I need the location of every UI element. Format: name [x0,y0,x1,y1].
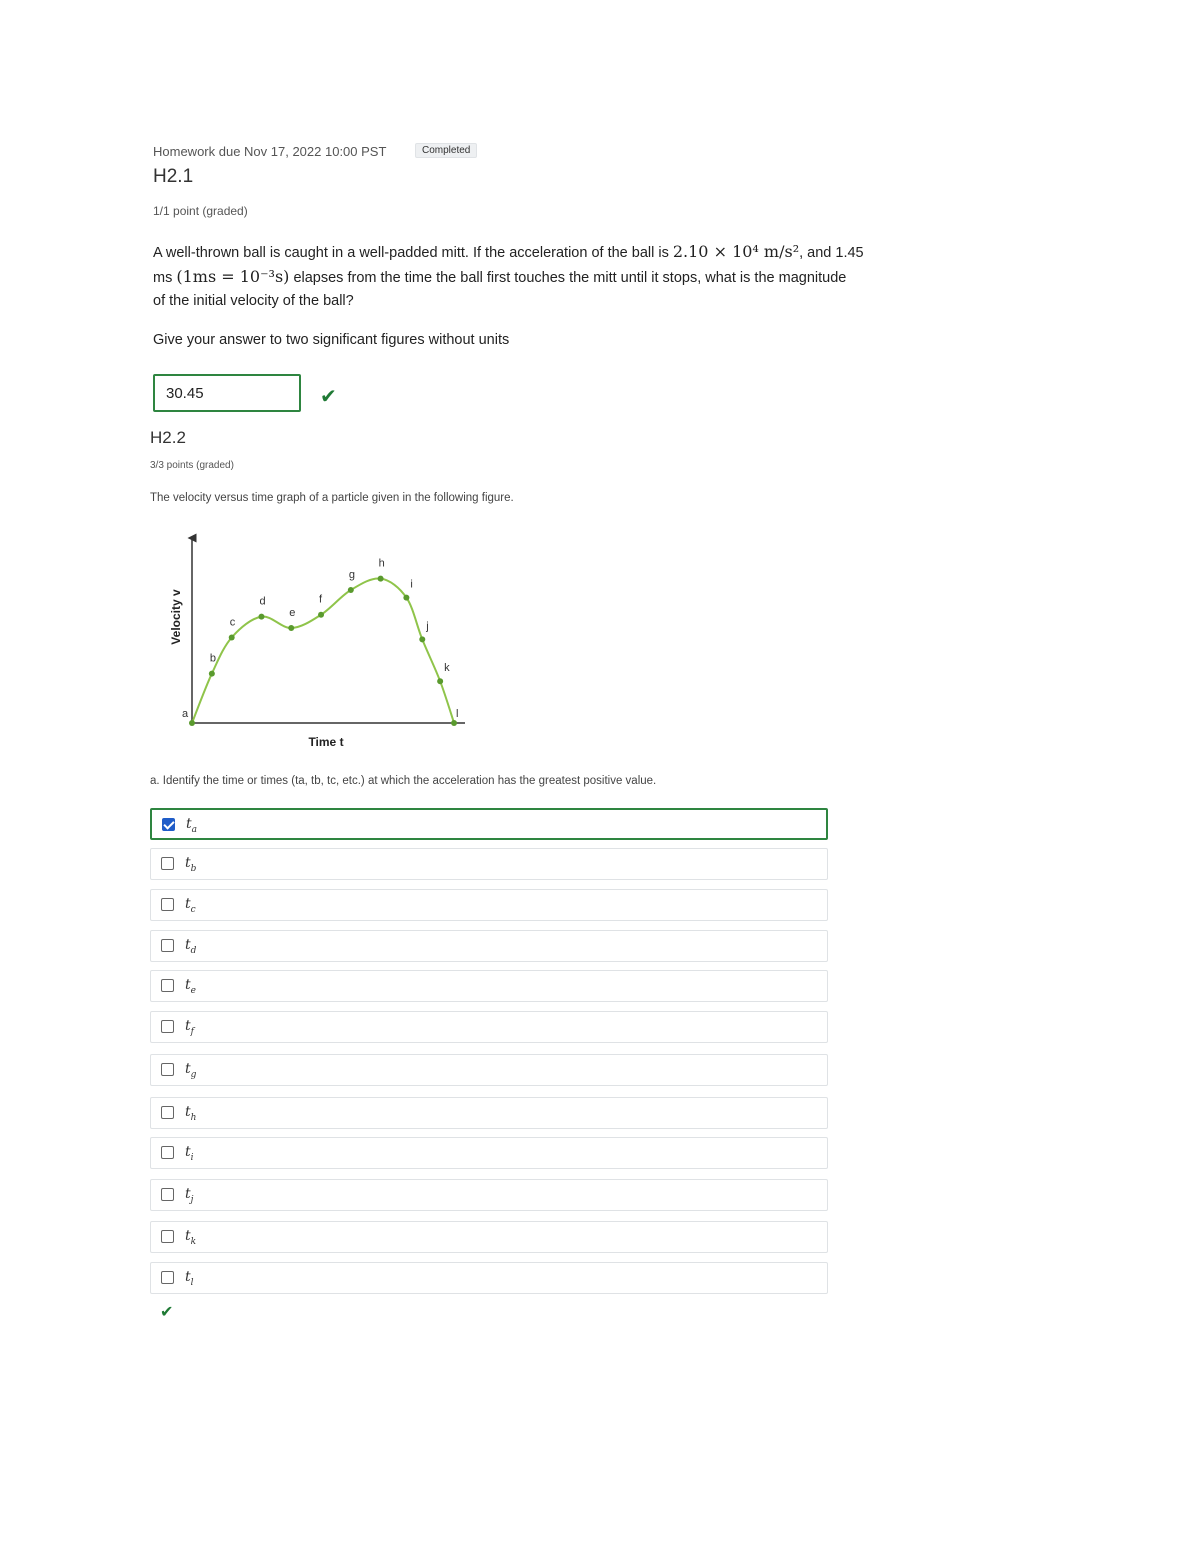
option-label-subscript: b [190,863,197,874]
answer-input[interactable]: 30.45 [153,374,301,412]
data-point-c [229,635,235,641]
point-label-e: e [289,607,296,619]
option-row[interactable] [150,1097,828,1129]
data-point-d [258,614,264,620]
option-label-base: t [185,1104,191,1120]
velocity-time-graph [160,530,480,760]
option-label-subscript: k [190,1236,197,1247]
option-row[interactable] [150,930,828,962]
data-point-f [318,612,324,618]
point-label-c: c [229,616,236,629]
option-label-base: t [185,1061,191,1077]
option-label-base: t [185,1186,191,1202]
data-point-i [403,595,409,601]
checkbox[interactable] [161,1020,174,1033]
option-label [186,816,197,835]
prompt-text: of the initial velocity of the ball? [153,293,354,309]
point-label-j: j [426,620,429,633]
option-label [185,896,196,915]
option-label [185,1144,194,1163]
point-label-d: d [259,595,266,608]
option-label-base: t [185,855,191,871]
data-point-a [189,720,195,726]
question-a: a. Identify the time or times (ta, tb, tc, etc.) at which the acceleration has the greatest positive value. [150,775,657,787]
option-label-subscript: j [190,1194,194,1205]
option-row[interactable] [150,1011,828,1043]
due-date: Homework due Nov 17, 2022 10:00 PST [153,144,387,159]
option-label [185,1018,194,1037]
option-row[interactable] [150,970,828,1002]
point-label-a: a [182,708,189,720]
checkbox[interactable] [161,1146,174,1159]
problem-points: 3/3 points (graded) [150,460,234,471]
option-label-subscript: l [190,1277,194,1288]
option-label [185,1061,196,1080]
option-label-subscript: e [190,985,196,996]
prompt-text: elapses from the time the ball first touches the mitt until it stops, what is the magnitude [289,270,847,286]
prompt-text: ms [153,270,177,286]
velocity-curve [192,578,454,723]
prompt-text: A well-thrown ball is caught in a well-padded mitt. If the acceleration of the ball is [153,245,673,261]
option-row[interactable] [150,1137,828,1169]
option-row[interactable] [150,1262,828,1294]
option-label-base: t [185,977,191,993]
data-point-j [419,636,425,642]
option-label-subscript: i [190,1152,194,1163]
option-row[interactable] [150,889,828,921]
point-label-i: i [410,578,413,591]
option-row[interactable] [150,1054,828,1086]
data-point-g [348,587,354,593]
checkbox[interactable] [161,857,174,870]
option-label-base: t [185,1018,191,1034]
option-label-base: t [185,937,191,953]
option-label-base: t [185,896,191,912]
point-label-h: h [378,557,385,570]
data-point-b [209,671,215,677]
point-label-k: k [444,662,450,675]
correct-check-icon: ✔ [320,386,337,408]
option-label-subscript: h [190,1112,197,1123]
option-label-base: t [185,1269,191,1285]
option-label [185,1228,196,1247]
checkbox[interactable] [161,1106,174,1119]
option-label [185,1104,196,1123]
option-label [185,1186,193,1205]
checkbox[interactable] [161,939,174,952]
checkbox[interactable] [161,1230,174,1243]
option-label-base: t [185,1144,191,1160]
option-label [185,1269,194,1288]
option-label [185,855,196,874]
point-label-l: l [456,708,459,720]
option-row[interactable] [150,1179,828,1211]
acceleration-math: 2.10 × 10⁴ m/s² [672,242,800,261]
correct-check-icon: ✔ [160,1304,174,1321]
problem-prompt [153,240,968,313]
checkbox[interactable] [161,1271,174,1284]
problem-intro: The velocity versus time graph of a particle given in the following figure. [150,492,514,504]
ms-definition-math: (1ms = 10⁻³s) [176,267,290,286]
checkbox-checked[interactable] [162,818,175,831]
checkbox[interactable] [161,1188,174,1201]
option-row[interactable] [150,848,828,880]
option-label-base: t [185,1228,191,1244]
option-label-subscript: a [191,824,198,835]
data-point-e [288,625,294,631]
option-label-base: t [186,816,192,832]
option-label-subscript: d [190,945,197,956]
data-point-k [437,678,443,684]
checkbox[interactable] [161,898,174,911]
option-label [185,977,196,996]
checkbox[interactable] [161,979,174,992]
data-point-l [451,720,457,726]
y-axis-label: Velocity v [169,589,183,645]
problem-title-h2-2: H2.2 [150,428,186,447]
data-point-h [378,576,384,582]
problem-points: 1/1 point (graded) [153,204,248,218]
point-label-f: f [319,593,323,606]
option-label-subscript: g [190,1069,197,1080]
option-row[interactable] [150,808,828,840]
x-axis-label: Time t [308,735,344,749]
option-row[interactable] [150,1221,828,1253]
option-label-subscript: c [190,904,196,915]
point-label-g: g [348,569,355,581]
point-label-b: b [209,652,216,665]
prompt-text: , and 1.45 [799,245,864,261]
option-label [185,937,196,956]
option-label-subscript: f [190,1026,194,1037]
checkbox[interactable] [161,1063,174,1076]
problem-title-h2-1: H2.1 [153,166,194,187]
instruction-text: Give your answer to two significant figures without units [153,332,510,348]
status-badge: Completed [415,143,477,158]
